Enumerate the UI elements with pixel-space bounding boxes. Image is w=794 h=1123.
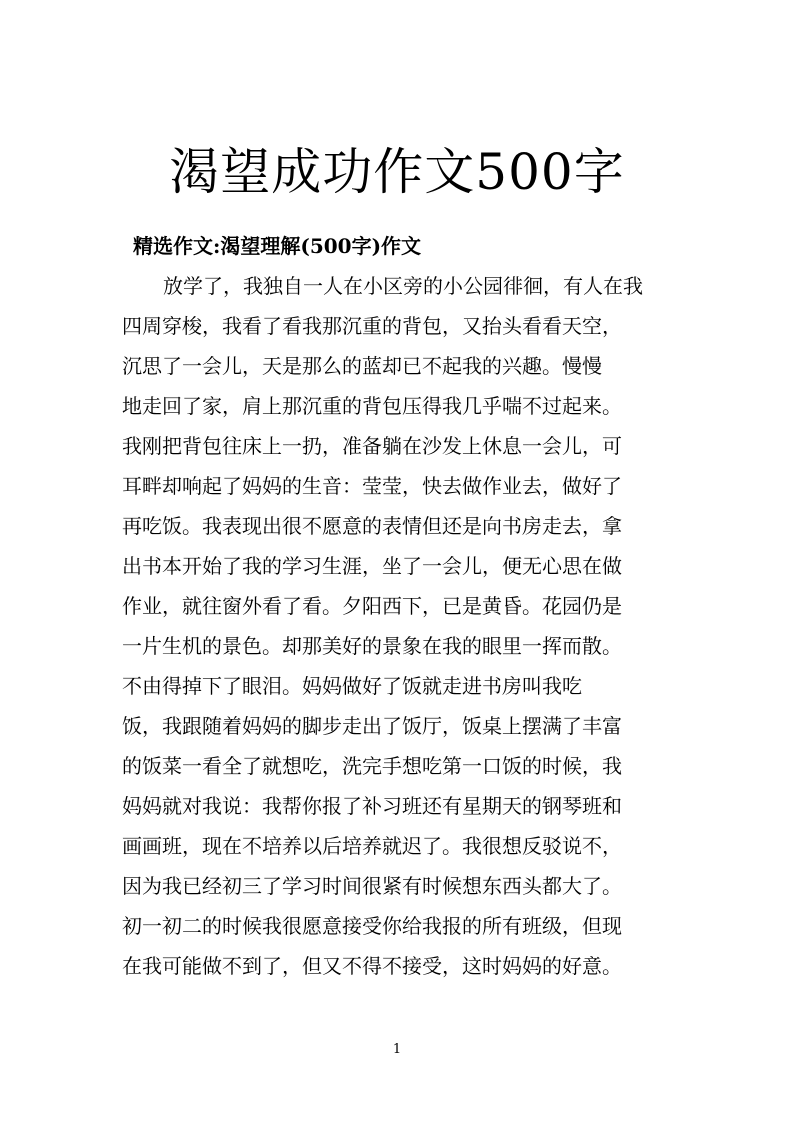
essay-line: 出书本开始了我的学习生涯，坐了一会儿，便无心思在做 xyxy=(122,554,622,578)
page-number: 1 xyxy=(392,1042,402,1057)
essay-line: 四周穿梭，我看了看我那沉重的背包，又抬头看看天空， xyxy=(122,314,622,338)
essay-line: 耳畔却响起了妈妈的生音：莹莹，快去做作业去，做好了 xyxy=(122,474,622,498)
essay-line: 饭，我跟随着妈妈的脚步走出了饭厅，饭桌上摆满了丰富 xyxy=(122,714,622,738)
essay-line: 一片生机的景色。却那美好的景象在我的眼里一挥而散。 xyxy=(122,634,622,658)
essay-line: 在我可能做不到了，但又不得不接受，这时妈妈的好意。 xyxy=(122,954,622,978)
essay-line: 的饭菜一看全了就想吃，洗完手想吃第一口饭的时候，我 xyxy=(122,754,622,778)
essay-line: 妈妈就对我说：我帮你报了补习班还有星期天的钢琴班和 xyxy=(122,794,622,818)
essay-line: 画画班，现在不培养以后培养就迟了。我很想反驳说不， xyxy=(122,834,622,858)
essay-line: 地走回了家，肩上那沉重的背包压得我几乎喘不过起来。 xyxy=(122,394,622,418)
essay-line: 我刚把背包往床上一扔，准备躺在沙发上休息一会儿，可 xyxy=(122,434,622,458)
essay-line: 不由得掉下了眼泪。妈妈做好了饭就走进书房叫我吃 xyxy=(122,674,582,698)
essay-line: 沉思了一会儿，天是那么的蓝却已不起我的兴趣。慢慢 xyxy=(122,354,602,378)
essay-line: 放学了，我独自一人在小区旁的小公园徘徊，有人在我 xyxy=(163,274,643,298)
essay-line: 再吃饭。我表现出很不愿意的表情但还是向书房走去，拿 xyxy=(122,514,622,538)
document-title: 渴望成功作文500字 xyxy=(169,143,625,201)
essay-line: 因为我已经初三了学习时间很紧有时候想东西头都大了。 xyxy=(122,874,622,898)
essay-line: 作业，就往窗外看了看。夕阳西下，已是黄昏。花园仍是 xyxy=(122,594,622,618)
document-subtitle: 精选作文:渴望理解(500字)作文 xyxy=(133,234,422,258)
essay-line: 初一初二的时候我很愿意接受你给我报的所有班级，但现 xyxy=(122,914,622,938)
